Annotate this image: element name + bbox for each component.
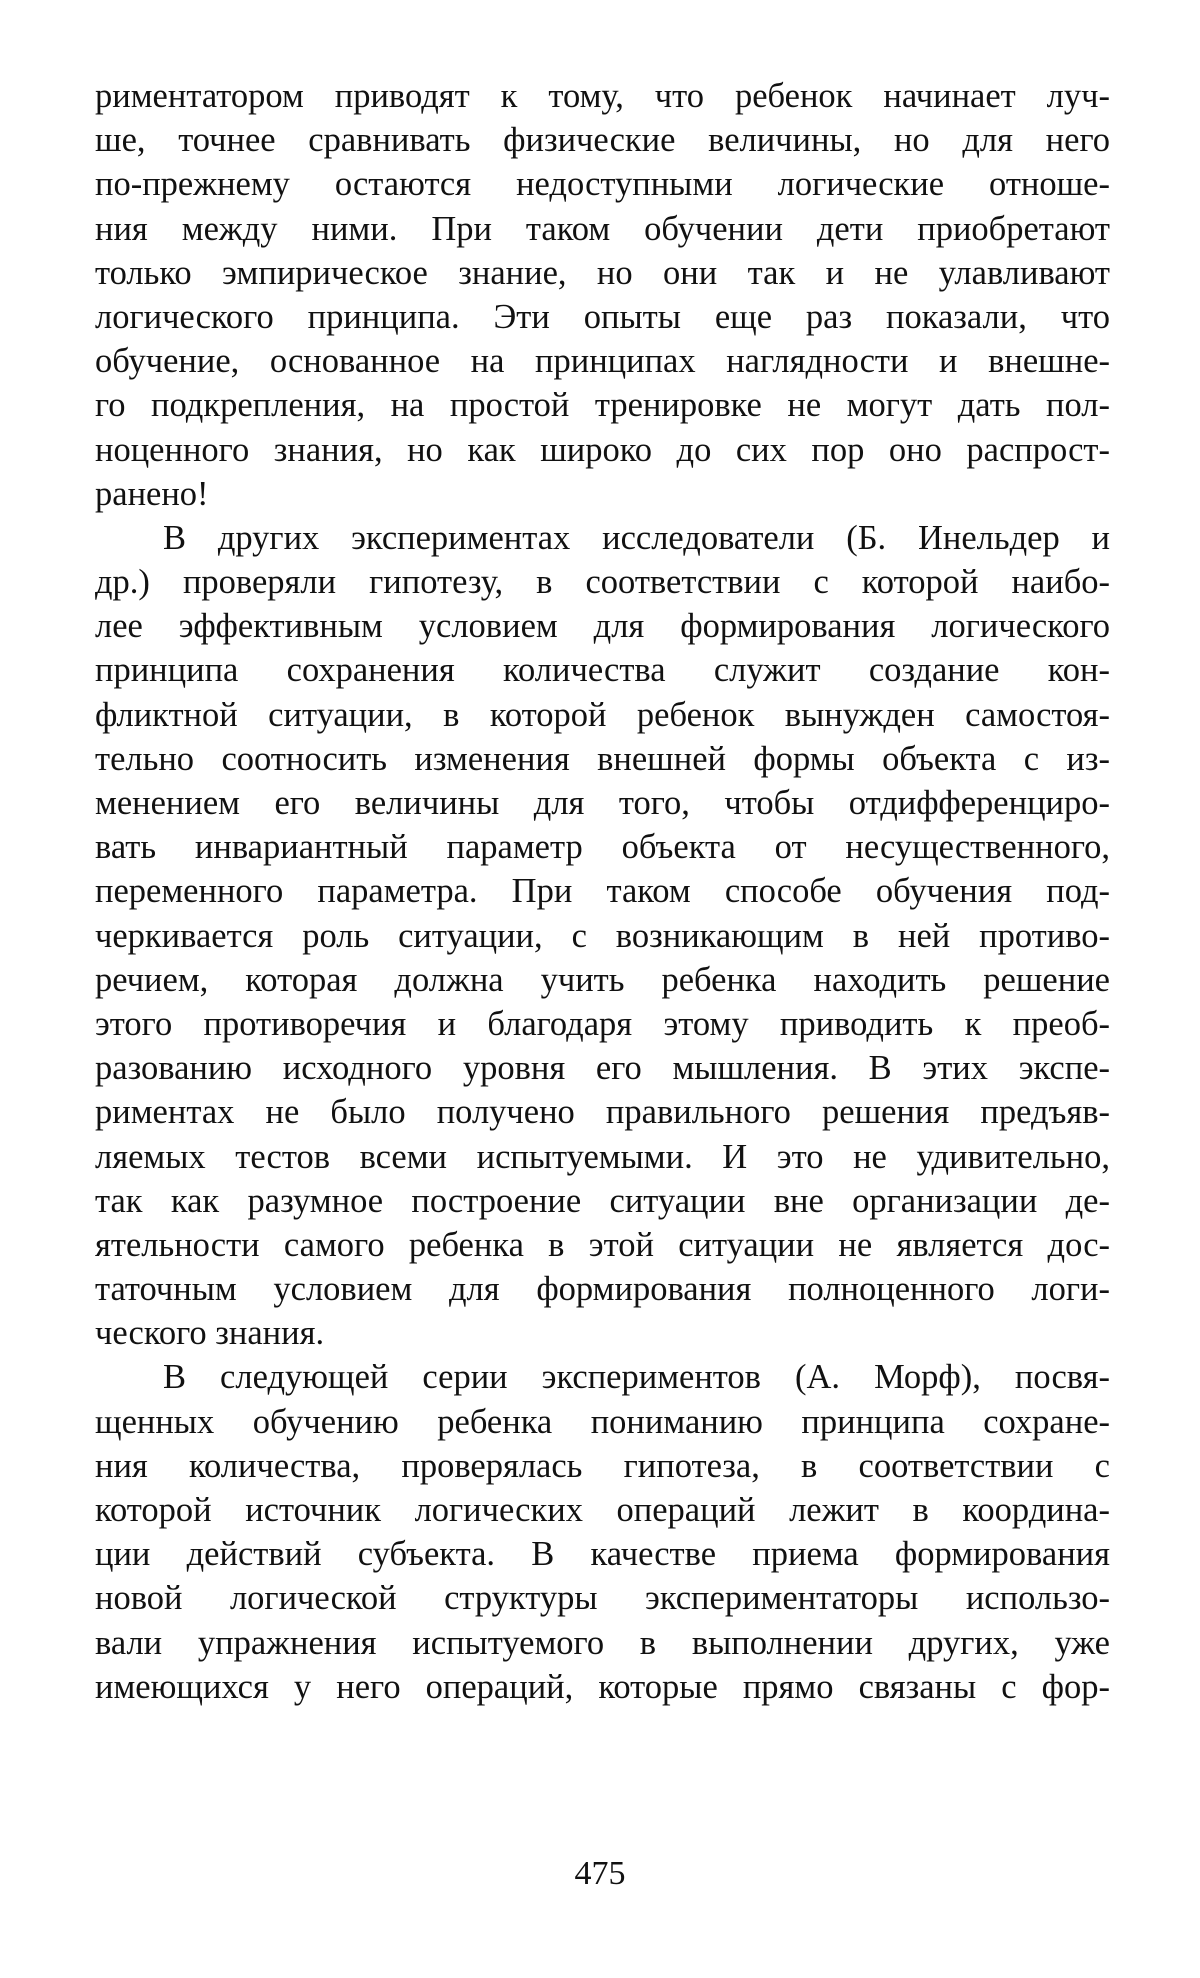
text-line: этого противоречия и благодаря этому приводить к преоб- xyxy=(95,1004,1110,1043)
text-line: только эмпирическое знание, но они так и не улавливают xyxy=(95,253,1110,292)
text-line: ранено! xyxy=(95,474,209,513)
text-line: ции действий субъекта. В качестве приема формирования xyxy=(95,1535,1110,1574)
text-line: менением его величины для того, чтобы отдифференциро- xyxy=(95,784,1110,822)
text-line: В других экспериментах исследователи (Б. Инельдер и xyxy=(163,518,1110,557)
text-line: тельно соотносить изменения внешней формы объекта с из- xyxy=(95,739,1110,778)
text-line: разованию исходного уровня его мышления. В этих экспе- xyxy=(95,1049,1110,1088)
text-line: риментатором приводят к тому, что ребенок начинает луч- xyxy=(95,77,1110,115)
text-line: принципа сохранения количества служит создание кон- xyxy=(95,651,1110,690)
text-line: ше, точнее сравнивать физические величины, но для него xyxy=(95,121,1110,160)
text-line: черкивается роль ситуации, с возникающим в ней противо- xyxy=(95,916,1110,955)
page-number: 475 xyxy=(574,1855,626,1892)
text-line: ятельности самого ребенка в этой ситуации не является дос- xyxy=(95,1225,1110,1264)
text-line: обучение, основанное на принципах наглядности и внешне- xyxy=(95,342,1110,381)
text-line: логического принципа. Эти опыты еще раз показали, что xyxy=(95,297,1110,336)
text-line: вать инвариантный параметр объекта от несущественного, xyxy=(95,828,1110,867)
text-line: ляемых тестов всеми испытуемыми. И это не удивительно, xyxy=(95,1137,1110,1176)
text-line: которой источник логических операций лежит в координа- xyxy=(95,1491,1110,1529)
text-line: так как разумное построение ситуации вне организации де- xyxy=(95,1181,1110,1220)
text-line: В следующей серии экспериментов (А. Морф), посвя- xyxy=(163,1358,1110,1397)
text-line: имеющихся у него операций, которые прямо связаны с фор- xyxy=(95,1667,1110,1706)
text-line: вали упражнения испытуемого в выполнении других, уже xyxy=(95,1623,1110,1662)
paragraph-1 xyxy=(95,74,1110,516)
text-line: ния количества, проверялась гипотеза, в соответствии с xyxy=(95,1446,1110,1485)
text-line: переменного параметра. При таком способе обучения под- xyxy=(95,872,1110,911)
text-line: ноценного знания, но как широко до сих пор оно распрост- xyxy=(95,430,1110,469)
text-line: таточным условием для формирования полноценного логи- xyxy=(95,1270,1110,1309)
text-line: щенных обучению ребенка пониманию принципа сохране- xyxy=(95,1402,1110,1441)
text-line: го подкрепления, на простой тренировке не могут дать пол- xyxy=(95,386,1110,425)
text-line: речием, которая должна учить ребенка находить решение xyxy=(95,960,1110,999)
text-line: ния между ними. При таком обучении дети приобретают xyxy=(95,209,1110,248)
text-line: лее эффективным условием для формирования логического xyxy=(95,607,1110,646)
text-line: др.) проверяли гипотезу, в соответствии с которой наибо- xyxy=(95,563,1110,602)
text-line: риментах не было получено правильного решения предъяв- xyxy=(95,1093,1110,1132)
text-line: новой логической структуры экспериментаторы использо- xyxy=(95,1579,1110,1618)
paragraph-2 xyxy=(95,516,1110,1356)
text-line: фликтной ситуации, в которой ребенок вынужден самостоя- xyxy=(95,695,1110,734)
text-line: ческого знания. xyxy=(95,1314,325,1353)
body-text xyxy=(95,74,1110,1709)
text-line: по-прежнему остаются недоступными логические отноше- xyxy=(95,165,1110,204)
paragraph-3 xyxy=(95,1355,1110,1709)
